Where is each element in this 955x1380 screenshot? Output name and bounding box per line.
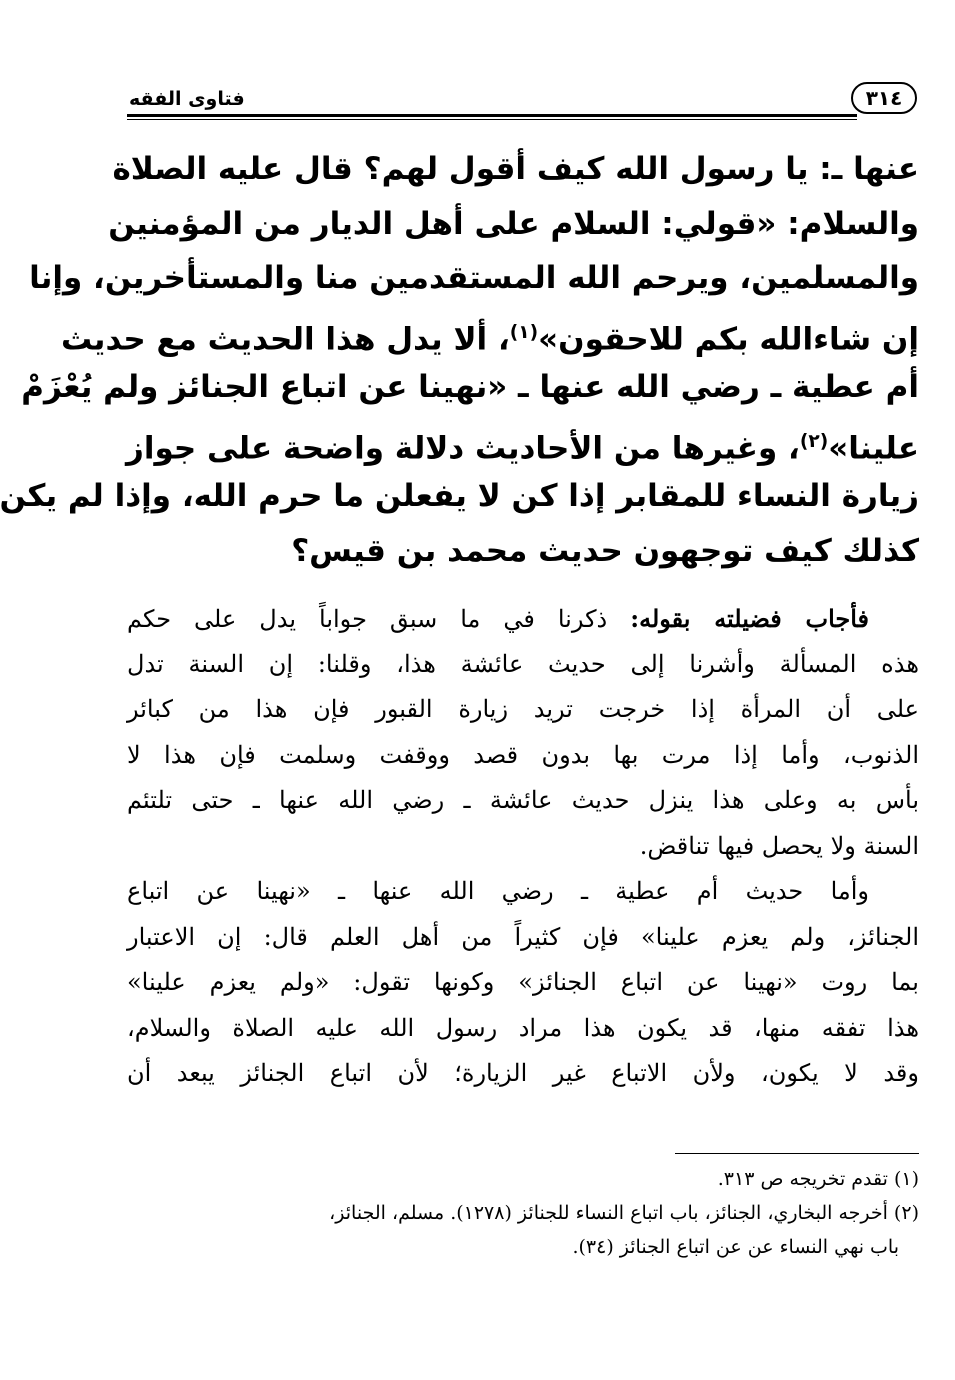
answer-block [127,596,919,1097]
question-line: عنها ـ: يا رسول الله كيف أقول لهم؟ قال عليه الصلاة [112,151,919,187]
answer-line: هذا تفقه منها، قد يكون هذا مراد رسول الله عليه الصلاة والسلام، [127,1013,919,1042]
question-text: إن شاءالله بكم للاحقون» [538,320,919,357]
question-line: والمسلمين، ويرحم الله المستقدمين منا والمستأخرين، وإنا [29,260,919,296]
question-line: أم عطية ـ رضي الله عنها ـ «نهينا عن اتباع الجنائز ولم يُعْزَمْ [21,369,919,405]
answer-line: الذنوب، وأما إذا مرت بها بدون قصد ووقفت وسلمت فإن هذا لا [127,740,919,769]
question-line: كذلك كيف توجهون حديث محمد بن قيس؟ [291,532,919,569]
footnote: باب نهي النساء عن عن اتباع الجنائز (٣٤). [572,1236,899,1258]
question-line: والسلام: «قولي: السلام على أهل الديار من المؤمنين [108,205,919,242]
answer-text: ذكرنا في ما سبق جواباً يدل على حكم [127,605,608,633]
question-text: ، ألا يدل هذا الحديث مع حديث [60,320,510,357]
footnote-ref: (٢) [799,430,829,452]
page-header [127,78,917,124]
question-text: ، وغيرها من الأحاديث دلالة واضحة على جواز [125,429,800,466]
header-rule-thin [127,119,857,120]
running-title: فتاوى الفقه [129,88,245,110]
answer-line: هذه المسألة وأشرنا إلى حديث عائشة هذا، وقلنا: إن السنة تدل [127,649,919,678]
question-line [60,306,919,361]
question-line: زيارة النساء للمقابر إذا كن لا يفعلن ما حرم الله، وإذا لم يكن [0,478,919,514]
header-rule [127,114,857,117]
question-line [127,415,919,470]
answer-line: وأما حديث أم عطية ـ رضي الله عنها ـ «نهينا عن اتباع [127,877,869,905]
answer-line: على أن المرأة إذا خرجت تريد زيارة القبور فإن هذا من كبائر [127,695,919,723]
question-block [0,142,919,578]
answer-line: بأس به وعلى هذا ينزل حديث عائشة ـ رضي الله عنها ـ حتى تلتئم [127,786,919,814]
footnotes [127,1162,919,1264]
answer-line: وقد لا يكون، ولأن الاتباع غير الزيارة؛ لأن اتباع الجنائز يبعد أن [127,1059,919,1087]
answer-line: السنة ولا يحصل فيها تناقض. [639,831,919,860]
answer-line [127,596,919,642]
answer-line: بما روت «نهينا عن اتباع الجنائز» وكونها تقول: «ولم يعزم علينا» [127,968,919,996]
footnote: (١) تقدم تخريجه ص ٣١٣. [717,1168,919,1190]
question-text: علينا» [828,429,919,466]
answer-lead: فأجاب فضيلته بقوله: [630,604,870,633]
footnote: (٢) أخرجه البخاري، الجنائز، باب اتباع النساء للجنائز (١٢٧٨). مسلم، الجنائز، [329,1202,919,1224]
answer-line: الجنائز، ولم يعزم علينا» فإن كثيراً من أهل العلم قال: إن الاعتبار [127,922,919,951]
page-number: ٣١٤ [851,82,917,114]
footnote-ref: (١) [509,321,539,343]
footnote-rule [675,1153,919,1154]
